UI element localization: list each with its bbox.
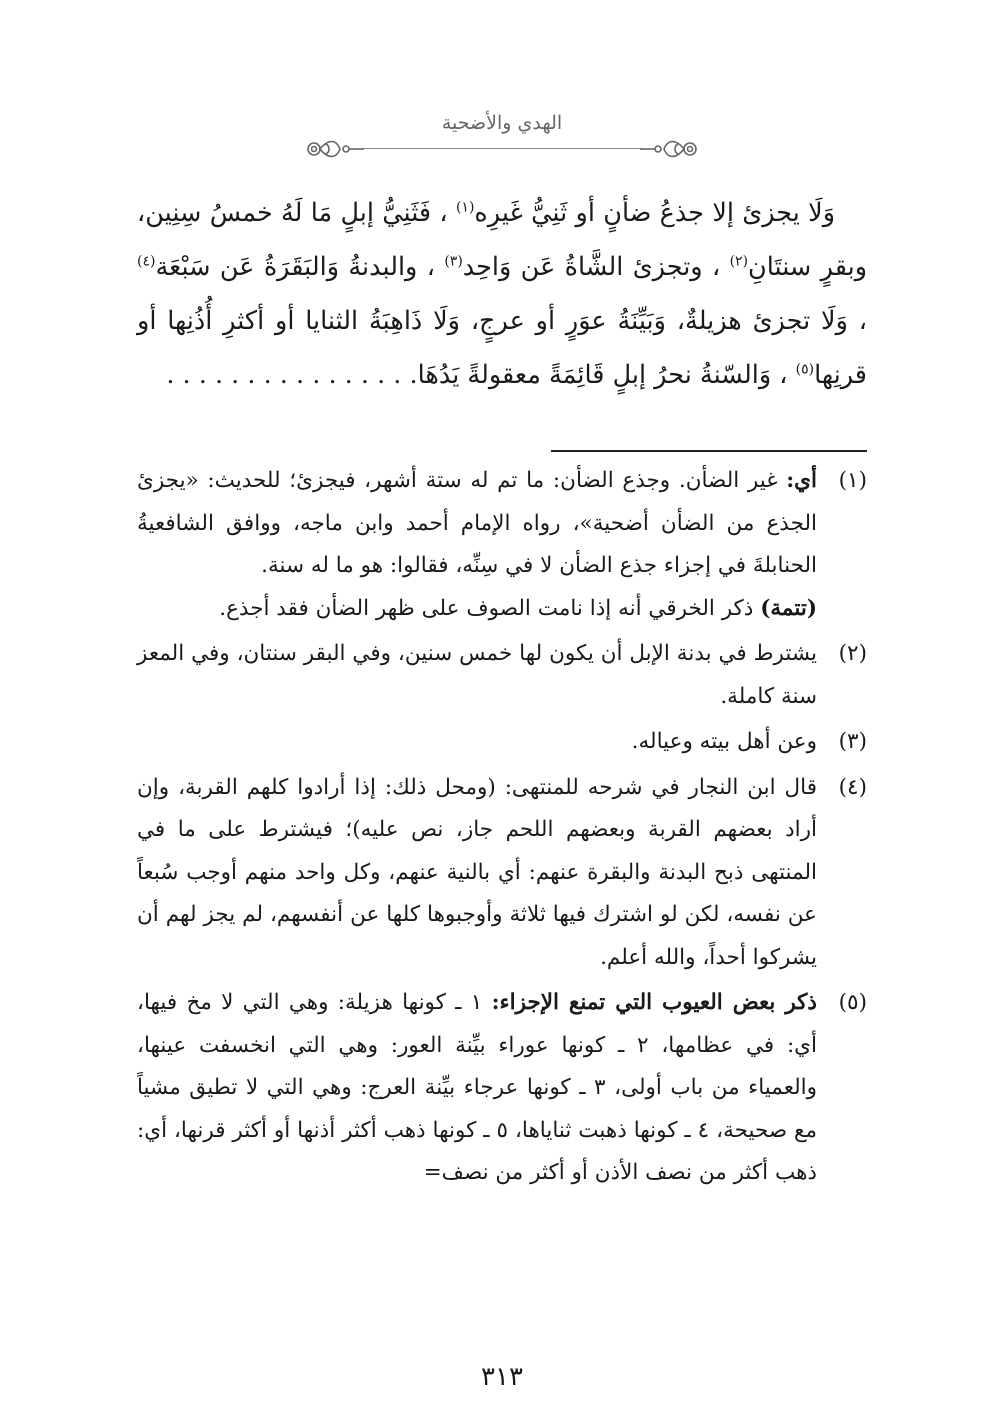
footnote-number: (٥) <box>838 990 867 1015</box>
footnote-marker: (١) <box>455 199 475 216</box>
header-ornament-left-icon <box>304 136 364 162</box>
footnote-marker: (٥) <box>795 361 815 378</box>
footnote-text: ١ ـ كونها هزيلة: وهي التي لا مخ فيها، أي: في عظامها، ٢ ـ كونها عوراء بيِّنة العور: وهي التي انخسفت عينها، والعمياء من باب أولى، ٣ ـ كونها عرجاء بيِّنة العرج: وهي التي لا تطيق مشياً مع صحيحة، ٤ ـ كونها ذهبت ثناياها، ٥ ـ كونها ذهب أكثر أذنها أو أكثر قرنها، أي: ذهب أكثر من نصف الأذن أو أكثر من نصف= <box>137 990 818 1185</box>
header-rule <box>362 148 642 149</box>
footnote-number: (٢) <box>838 641 867 666</box>
footnote-number: (٣) <box>838 729 867 754</box>
footnote-number: (٤) <box>838 774 867 800</box>
footnote-marker: (٢) <box>729 253 749 270</box>
footnote-text: وعن أهل بيته وعياله. <box>631 729 817 754</box>
running-header-title: الهدي والأضحية <box>441 112 563 134</box>
footnote-bold-lead: أي: <box>786 468 817 493</box>
footnote-marker: (٤) <box>137 253 156 270</box>
main-text-segment: ، وَلَا تجزئ هزيلةٌ، وَبَيِّنَةُ عوَرٍ أو عرجٍ، وَلَا ذَاهِبَةُ الثنايا أو أكثرِ أُذُنِها أو قرنِها <box>137 306 867 390</box>
footnote <box>137 982 867 1195</box>
footnote-bold-lead: ذكر بعض العيوب التي تمنع الإجزاء: <box>491 990 817 1015</box>
footnote-marker: (٣) <box>444 253 463 270</box>
main-text-segment: ، وتجزئ الشَّاةُ عَن وَاحِد <box>462 252 721 282</box>
footnote-text: قال ابن النجار في شرحه للمنتهى: (ومحل ذلك: إذا أرادوا كلهم القربة، وإن أراد بعضهم القربة وبعضهم اللحم جاز، نص عليه)؛ فيشترط على ما في المنتهى ذبح البدنة والبقرة عنهم: أي بالنية عنهم، وكل واحد منهم أوجب سُبعاً عن نفسه، لكن لو اشترك فيها ثلاثة وأوجبوها كلها عن أنفسهم، لم يجز لهم أن يشركوا أحداً، والله أعلم. <box>137 774 817 970</box>
footnote <box>137 721 867 764</box>
header-ornament-right-icon <box>640 136 700 162</box>
footnote-separator <box>551 450 867 452</box>
footnote <box>137 633 867 718</box>
footnote-bold-lead: (تتمة) <box>760 595 817 621</box>
page-number: ٣١٣ <box>481 1362 523 1392</box>
main-text-segment: ، وَالسّنةُ نحرُ إبلٍ قَائِمَةً معقولةً يَدُهَا. . . . . . . . . . . . . . . . <box>166 360 788 390</box>
main-paragraph <box>137 186 867 402</box>
main-text-segment: وَلَا يجزئ إلا جذعُ ضأنٍ أو ثَنِيُّ غَيرِه <box>474 198 836 228</box>
footnote <box>137 767 867 980</box>
footnotes <box>137 460 867 1198</box>
footnote-text: ذكر الخرقي أنه إذا نامت الصوف على ظهر الضأن فقد أجذع. <box>219 595 754 621</box>
running-header <box>300 112 704 172</box>
main-text-segment: ، والبدنةُ وَالبَقَرَةُ عَن سَبْعَة <box>155 252 435 282</box>
footnote-text: غير الضأن. وجذع الضأن: ما تم له ستة أشهر، فيجزئ؛ للحديث: «يجزئ الجذع من الضأن أضحية»، رواه الإمام أحمد وابن ماجه، ووافق الشافعيةُ الحنابلةَ في إجزاء جذع الضأن لا في سِنِّه، فقالوا: هو ما له سنة. <box>137 468 817 578</box>
footnote-number: (١) <box>838 468 867 493</box>
main-text-segment: ، فَثَنِيُّ إبلٍ مَا لَهُ خمسُ سِنِين، وبقرٍ سنتَانِ <box>137 198 868 282</box>
footnote-text: يشترط في بدنة الإبل أن يكون لها خمس سنين، وفي البقر سنتان، وفي المعز سنة كاملة. <box>137 641 817 709</box>
footnote <box>137 460 867 630</box>
main-text <box>137 186 867 402</box>
